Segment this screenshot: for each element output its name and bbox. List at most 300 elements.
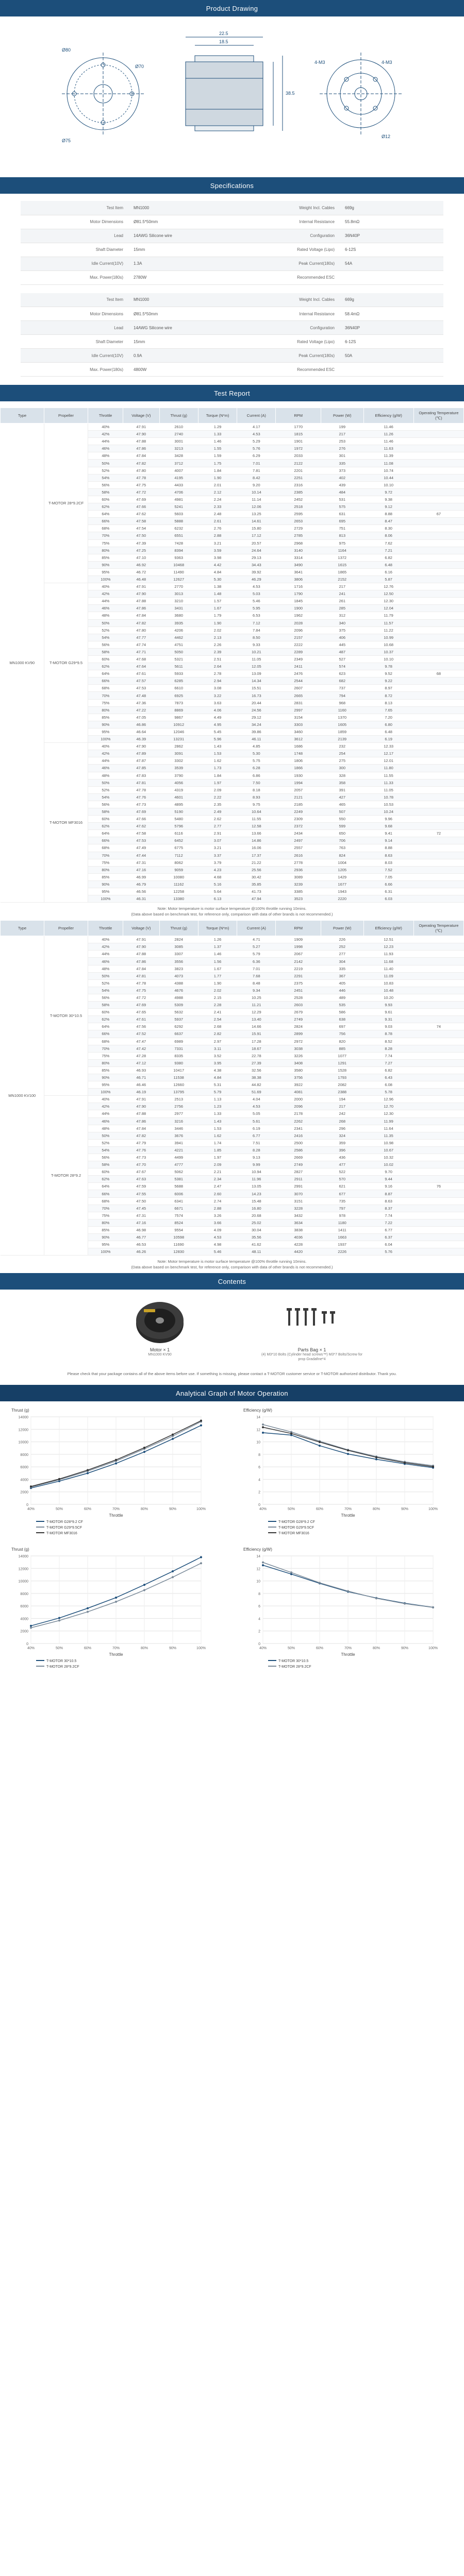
spec-value: 6-12S — [338, 335, 443, 349]
report-cell: 7.01 — [237, 460, 276, 467]
report-cell — [413, 936, 463, 943]
report-cell: 47.94 — [237, 895, 276, 903]
report-cell: 2226 — [321, 1248, 363, 1256]
report-cell: 46.31 — [123, 895, 159, 903]
report-cell: 6.80 — [363, 721, 413, 728]
report-cell: 11.08 — [363, 460, 413, 467]
report-cell: 4319 — [159, 786, 198, 793]
report-cell: 10417 — [159, 1066, 198, 1074]
report-cell: 48% — [88, 612, 123, 619]
report-cell: 48.11 — [237, 1248, 276, 1256]
report-cell — [413, 1161, 463, 1168]
report-cell — [413, 460, 463, 467]
report-header-row — [1, 408, 464, 423]
report-cell: 1160 — [321, 706, 363, 714]
report-cell: 2.97 — [198, 1038, 237, 1045]
report-cell: 64% — [88, 670, 123, 677]
report-cell — [413, 685, 463, 692]
spec-block — [21, 201, 443, 377]
report-cell: 9.68 — [363, 823, 413, 830]
report-cell: 47.66 — [123, 816, 159, 823]
report-cell: 5.78 — [363, 1089, 413, 1096]
report-cell: 4.38 — [198, 1066, 237, 1074]
report-cell: 7.52 — [363, 866, 413, 873]
y-tick-label: 4000 — [20, 1617, 28, 1621]
report-cell: 72 — [413, 830, 463, 837]
report-cell: 47.55 — [123, 1190, 159, 1197]
report-cell: 80% — [88, 1059, 123, 1066]
report-cell: 3580 — [276, 1066, 321, 1074]
report-cell — [413, 561, 463, 568]
report-cell: 2972 — [276, 1038, 321, 1045]
report-cell: 1.43 — [198, 1117, 237, 1125]
report-cell: 56% — [88, 481, 123, 488]
report-cell: 11.64 — [363, 1125, 413, 1132]
report-header-cell: Propeller — [44, 921, 88, 936]
report-cell — [413, 958, 463, 965]
report-cell: 7.62 — [363, 539, 413, 547]
report-cell: 1.43 — [198, 743, 237, 750]
report-cell: 47.90 — [123, 943, 159, 951]
report-cell: 2.21 — [198, 1168, 237, 1176]
report-cell: 47.10 — [123, 554, 159, 561]
report-cell: 9.12 — [363, 503, 413, 511]
report-cell: 47.72 — [123, 488, 159, 496]
report-cell: 48% — [88, 1125, 123, 1132]
section-banner-graphs — [0, 1385, 464, 1401]
x-tick-label: 80% — [372, 1507, 380, 1512]
report-cell: 47.50 — [123, 1197, 159, 1205]
report-cell: 25.56 — [237, 866, 276, 873]
report-cell: 252 — [321, 943, 363, 951]
report-cell: 3.07 — [198, 837, 237, 844]
report-cell: 2122 — [276, 460, 321, 467]
report-cell: 47.91 — [123, 936, 159, 943]
report-cell: 47.36 — [123, 699, 159, 706]
data-point — [262, 1562, 264, 1564]
report-cell — [413, 728, 463, 735]
report-cell: 58% — [88, 648, 123, 655]
report-cell: 85% — [88, 554, 123, 561]
report-cell: 20.57 — [237, 539, 276, 547]
report-cell: 2.68 — [198, 1023, 237, 1030]
legend-label: T-MOTOR G28*9.2 CF — [46, 1520, 84, 1524]
report-cell: 12.30 — [363, 598, 413, 605]
report-cell: 4.49 — [198, 714, 237, 721]
report-cell: 10.83 — [363, 979, 413, 987]
x-axis-label: Throttle — [109, 1513, 123, 1518]
report-cell: 6006 — [159, 1190, 198, 1197]
report-cell: 6.82 — [363, 1066, 413, 1074]
report-cell: 47.88 — [123, 438, 159, 445]
y-tick-label: 6 — [258, 1466, 260, 1470]
report-cell: 68% — [88, 685, 123, 692]
report-cell: 12.51 — [363, 936, 413, 943]
report-cell: 4.06 — [198, 706, 237, 714]
report-note — [0, 903, 464, 920]
report-cell — [413, 1103, 463, 1110]
report-cell: 47.78 — [123, 979, 159, 987]
report-cell: 11.46 — [363, 423, 413, 431]
report-cell: 8.88 — [363, 844, 413, 852]
y-tick-label: 10000 — [18, 1580, 28, 1584]
spec-value: 14AWG Silicone wire — [126, 229, 232, 243]
x-tick-label: 60% — [316, 1647, 324, 1651]
data-point — [115, 1597, 117, 1599]
contents-motor — [113, 1297, 206, 1357]
report-cell: 1.84 — [198, 467, 237, 474]
report-cell — [413, 699, 463, 706]
x-tick-label: 40% — [27, 1647, 35, 1651]
data-point — [172, 1570, 174, 1572]
report-cell: 12.96 — [363, 1096, 413, 1103]
report-cell: 12830 — [159, 1248, 198, 1256]
spec-key: Weight Incl. Cables — [232, 293, 338, 307]
report-cell: 6775 — [159, 844, 198, 852]
report-cell: 8.72 — [363, 692, 413, 699]
report-cell: 7.20 — [363, 714, 413, 721]
report-cell: 3314 — [276, 554, 321, 561]
report-cell: 70% — [88, 532, 123, 539]
spec-table — [21, 293, 443, 377]
report-cell: 10.20 — [363, 994, 413, 1001]
report-cell — [413, 481, 463, 488]
report-cell: 10.68 — [363, 641, 413, 648]
report-cell: 8.47 — [363, 518, 413, 525]
report-cell: 623 — [321, 670, 363, 677]
shaft-circle — [355, 88, 367, 100]
report-cell: 54% — [88, 474, 123, 481]
report-cell — [413, 423, 463, 431]
section-banner-report — [0, 385, 464, 401]
propeller-cell: T-MOTOR MF3016 — [44, 743, 88, 903]
data-point — [58, 1478, 60, 1480]
x-tick-label: 80% — [372, 1647, 380, 1651]
report-cell: 11690 — [159, 1241, 198, 1248]
report-cell: 11.14 — [237, 496, 276, 503]
report-cell: 3.98 — [198, 554, 237, 561]
report-cell: 10.74 — [363, 467, 413, 474]
report-cell: 2.28 — [198, 1002, 237, 1009]
report-cell: 8.30 — [363, 525, 413, 532]
report-cell — [413, 801, 463, 808]
report-cell — [413, 1009, 463, 1016]
section-title-drawing: Product Drawing — [206, 4, 258, 12]
report-cell: 6.08 — [363, 1081, 413, 1089]
report-cell: 2831 — [276, 699, 321, 706]
report-cell: 85% — [88, 714, 123, 721]
report-cell — [413, 583, 463, 590]
report-cell: 10.25 — [237, 994, 276, 1001]
propeller-cell: T-MOTOR G29*9.5 — [44, 583, 88, 743]
report-cell: 5632 — [159, 1009, 198, 1016]
report-cell: 2.22 — [198, 793, 237, 801]
report-cell: 46.93 — [123, 1066, 159, 1074]
report-cell: 2595 — [276, 511, 321, 518]
report-cell: 85% — [88, 1066, 123, 1074]
report-cell: 6.77 — [363, 1226, 413, 1233]
report-cell: 3935 — [159, 619, 198, 626]
report-cell: 15.91 — [237, 1030, 276, 1038]
report-cell: 47.57 — [123, 677, 159, 685]
report-cell: 100% — [88, 1248, 123, 1256]
report-note-line: Note: Motor temperature is motor surface temperature @100% throttle running 10mins. — [157, 1259, 307, 1264]
report-cell: 446 — [321, 987, 363, 994]
report-cell — [413, 1241, 463, 1248]
report-cell: 3.37 — [198, 852, 237, 859]
report-cell: 7873 — [159, 699, 198, 706]
report-cell: 1.46 — [198, 438, 237, 445]
data-point — [115, 1463, 117, 1465]
report-cell: 6.48 — [363, 561, 413, 568]
report-cell — [413, 965, 463, 972]
y-tick-label: 4000 — [20, 1478, 28, 1482]
report-cell: 3226 — [276, 1052, 321, 1059]
report-cell: 2220 — [321, 895, 363, 903]
report-cell: 41.62 — [237, 1241, 276, 1248]
report-cell: 62% — [88, 663, 123, 670]
report-cell: 5.16 — [198, 880, 237, 888]
report-cell: 14.23 — [237, 1190, 276, 1197]
spec-value: 15mm — [126, 243, 232, 257]
report-cell — [413, 1190, 463, 1197]
report-cell: 340 — [321, 619, 363, 626]
report-cell: 1937 — [321, 1241, 363, 1248]
report-cell: 489 — [321, 994, 363, 1001]
report-cell: 2372 — [276, 823, 321, 830]
report-cell: 2.60 — [198, 1190, 237, 1197]
report-cell: 5.03 — [237, 590, 276, 598]
report-cell: 11.26 — [363, 431, 413, 438]
x-tick-label: 80% — [140, 1647, 148, 1651]
report-cell: 1164 — [321, 547, 363, 554]
report-cell: 2.54 — [198, 1016, 237, 1023]
report-cell: 1370 — [321, 714, 363, 721]
report-cell: 2862 — [159, 743, 198, 750]
report-cell: 3941 — [159, 1139, 198, 1146]
report-cell: 14.86 — [237, 837, 276, 844]
report-cell: 68 — [413, 670, 463, 677]
report-cell — [413, 786, 463, 793]
report-cell — [413, 467, 463, 474]
report-cell: 1865 — [321, 568, 363, 575]
report-cell: 3.79 — [198, 859, 237, 866]
report-cell: 10.44 — [363, 474, 413, 481]
report-cell: 6.66 — [363, 880, 413, 888]
report-cell: 46.77 — [123, 1234, 159, 1241]
report-cell: 46.99 — [123, 873, 159, 880]
report-cell: 1943 — [321, 888, 363, 895]
report-cell: 586 — [321, 1009, 363, 1016]
report-cell: 5937 — [159, 1016, 198, 1023]
report-cell: 813 — [321, 532, 363, 539]
report-cell: 47.62 — [123, 823, 159, 830]
report-cell: 1972 — [276, 445, 321, 452]
report-cell: 2610 — [159, 423, 198, 431]
report-cell: 2.88 — [198, 532, 237, 539]
report-cell: 100% — [88, 1089, 123, 1096]
report-cell: 1866 — [276, 765, 321, 772]
report-cell: 217 — [321, 1103, 363, 1110]
propeller-cell: T-MOTOR 28*9.2CF — [44, 423, 88, 583]
report-cell: 375 — [321, 626, 363, 634]
report-cell: 44% — [88, 438, 123, 445]
report-cell: 60% — [88, 496, 123, 503]
spec-value: 55.8mΩ — [338, 215, 443, 229]
report-cell: 13.05 — [237, 1183, 276, 1190]
dim-label: 38.5 — [286, 91, 295, 96]
report-cell: 11.68 — [363, 958, 413, 965]
report-cell: 20.68 — [237, 1212, 276, 1219]
report-cell: 10.21 — [237, 648, 276, 655]
report-cell: 2222 — [276, 641, 321, 648]
data-point — [290, 1571, 292, 1573]
report-cell: 2785 — [276, 532, 321, 539]
data-point — [172, 1434, 174, 1436]
report-cell: 47.76 — [123, 1146, 159, 1154]
report-cell: 9.70 — [363, 1168, 413, 1176]
report-cell: 2.82 — [198, 1030, 237, 1038]
report-cell: 47.52 — [123, 1030, 159, 1038]
report-cell: 68% — [88, 525, 123, 532]
report-cell: 40% — [88, 423, 123, 431]
report-cell: 373 — [321, 467, 363, 474]
report-cell: 2.01 — [198, 481, 237, 488]
report-cell: 477 — [321, 1161, 363, 1168]
report-cell: 3239 — [276, 880, 321, 888]
report-cell: 60% — [88, 1168, 123, 1176]
report-cell: 9.14 — [363, 837, 413, 844]
report-cell: 2.34 — [198, 1176, 237, 1183]
report-cell: 5309 — [159, 1002, 198, 1009]
report-cell: 10.10 — [363, 656, 413, 663]
report-cell: 1998 — [276, 943, 321, 951]
report-cell: 226 — [321, 936, 363, 943]
report-cell: 2968 — [276, 539, 321, 547]
report-header-cell: RPM — [276, 408, 321, 423]
report-cell: 2.33 — [198, 503, 237, 511]
x-tick-label: 70% — [344, 1647, 352, 1651]
report-cell: 58% — [88, 1161, 123, 1168]
report-cell: 2.35 — [198, 801, 237, 808]
report-cell: 38.38 — [237, 1074, 276, 1081]
report-cell: 8335 — [159, 1052, 198, 1059]
report-cell: 2749 — [276, 1161, 321, 1168]
report-cell: 40% — [88, 743, 123, 750]
report-cell: 10.64 — [237, 808, 276, 815]
report-cell: 11.40 — [363, 965, 413, 972]
report-cell: 22.78 — [237, 1052, 276, 1059]
report-cell — [413, 1074, 463, 1081]
report-cell: 100% — [88, 895, 123, 903]
report-cell: 8.93 — [237, 793, 276, 801]
report-cell: 5.05 — [237, 1110, 276, 1117]
report-cell: 5888 — [159, 518, 198, 525]
report-cell: 1.53 — [198, 1125, 237, 1132]
report-header-cell: Torque (N*m) — [198, 408, 237, 423]
report-cell: 47.69 — [123, 808, 159, 815]
x-tick-label: 60% — [316, 1507, 324, 1512]
report-cell: 1.77 — [198, 972, 237, 979]
report-cell: 1748 — [276, 750, 321, 757]
report-cell: 4.04 — [237, 1096, 276, 1103]
x-tick-label: 40% — [27, 1507, 35, 1512]
report-cell: 1.55 — [198, 445, 237, 452]
report-cell: 3490 — [276, 561, 321, 568]
report-cell: 2139 — [321, 736, 363, 743]
report-cell: 10.24 — [363, 808, 413, 815]
report-cell: 13.09 — [237, 670, 276, 677]
report-cell: 1815 — [276, 431, 321, 438]
report-cell: 217 — [321, 583, 363, 590]
report-cell: 47.31 — [123, 1212, 159, 1219]
report-cell: 47.28 — [123, 1052, 159, 1059]
report-cell — [413, 626, 463, 634]
test-report — [0, 408, 464, 1273]
report-cell: 9.52 — [363, 670, 413, 677]
report-cell: 7.65 — [363, 706, 413, 714]
data-point — [143, 1584, 145, 1586]
report-cell: 9.96 — [363, 816, 413, 823]
report-cell: 85% — [88, 1226, 123, 1233]
report-cell: 8.13 — [363, 699, 413, 706]
report-cell: 978 — [321, 1212, 363, 1219]
y-tick-label: 0 — [26, 1503, 28, 1507]
report-row — [1, 743, 464, 750]
motor-count-label: Motor × 1 — [150, 1347, 170, 1353]
report-cell: 1077 — [321, 1052, 363, 1059]
report-cell: 1205 — [321, 866, 363, 873]
report-cell: 4.95 — [198, 721, 237, 728]
report-cell: 62% — [88, 1176, 123, 1183]
report-cell: 12.33 — [363, 743, 413, 750]
report-cell: 5480 — [159, 816, 198, 823]
report-cell: 4.23 — [198, 866, 237, 873]
report-cell: 3154 — [276, 714, 321, 721]
y-tick-label: 6000 — [20, 1466, 28, 1470]
report-cell: 695 — [321, 518, 363, 525]
report-cell: 47.65 — [123, 1009, 159, 1016]
report-cell: 58% — [88, 808, 123, 815]
report-cell: 2.41 — [198, 1009, 237, 1016]
report-cell: 7.01 — [237, 965, 276, 972]
report-cell: 95% — [88, 1081, 123, 1089]
report-cell — [413, 765, 463, 772]
report-cell: 50% — [88, 619, 123, 626]
report-cell: 2067 — [276, 951, 321, 958]
data-point — [262, 1564, 264, 1566]
report-cell: 47.91 — [123, 583, 159, 590]
report-cell: 47.71 — [123, 648, 159, 655]
report-cell: 261 — [321, 598, 363, 605]
data-point — [200, 1563, 202, 1565]
report-cell: 1.33 — [198, 431, 237, 438]
report-cell: 7112 — [159, 852, 198, 859]
report-cell — [413, 525, 463, 532]
report-cell — [413, 554, 463, 561]
report-cell: 10.99 — [363, 634, 413, 641]
report-cell: 46.39 — [123, 736, 159, 743]
report-cell: 3408 — [276, 1059, 321, 1066]
report-cell: 52% — [88, 786, 123, 793]
report-cell: 60% — [88, 1009, 123, 1016]
spec-row — [21, 293, 443, 307]
report-cell: 20.44 — [237, 699, 276, 706]
report-cell: 47.49 — [123, 844, 159, 852]
report-cell: 4073 — [159, 972, 198, 979]
report-cell: 2827 — [276, 1168, 321, 1176]
data-point — [143, 1589, 145, 1591]
